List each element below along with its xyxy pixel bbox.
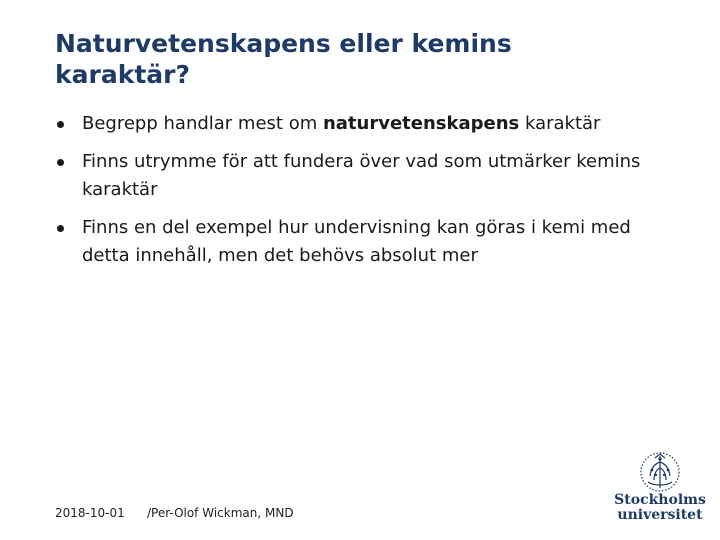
bullet-dot-icon	[57, 159, 64, 166]
bullet-text: Finns en del exempel hur undervisning kan göras i kemi med detta innehåll, men det behövs absolut mer	[82, 217, 631, 266]
footer-date: 2018-10-01	[55, 506, 125, 520]
bullet-dot-icon	[57, 121, 64, 128]
bullet-text-emphasis: naturvetenskapens	[322, 113, 520, 134]
slide-title: Naturvetenskapens eller kemins karaktär?	[55, 29, 512, 89]
bullet-item	[55, 148, 675, 204]
bullet-dot-icon	[57, 225, 64, 232]
bullet-text: Finns utrymme för att fundera över vad som utmärker kemins karaktär	[82, 151, 641, 200]
bullet-item	[55, 214, 675, 270]
bullet-text-prefix: Begrepp handlar mest om	[82, 113, 323, 134]
footer-author: /Per-Olof Wickman, MND	[147, 506, 294, 520]
logo-text-line2: universitet	[617, 507, 703, 523]
university-seal-icon	[614, 450, 706, 494]
bullet-list	[55, 110, 675, 280]
university-logo	[614, 450, 706, 525]
logo-text-line1: Stockholms	[614, 492, 706, 508]
bullet-text-suffix: karaktär	[519, 113, 601, 134]
bullet-item	[55, 110, 675, 138]
